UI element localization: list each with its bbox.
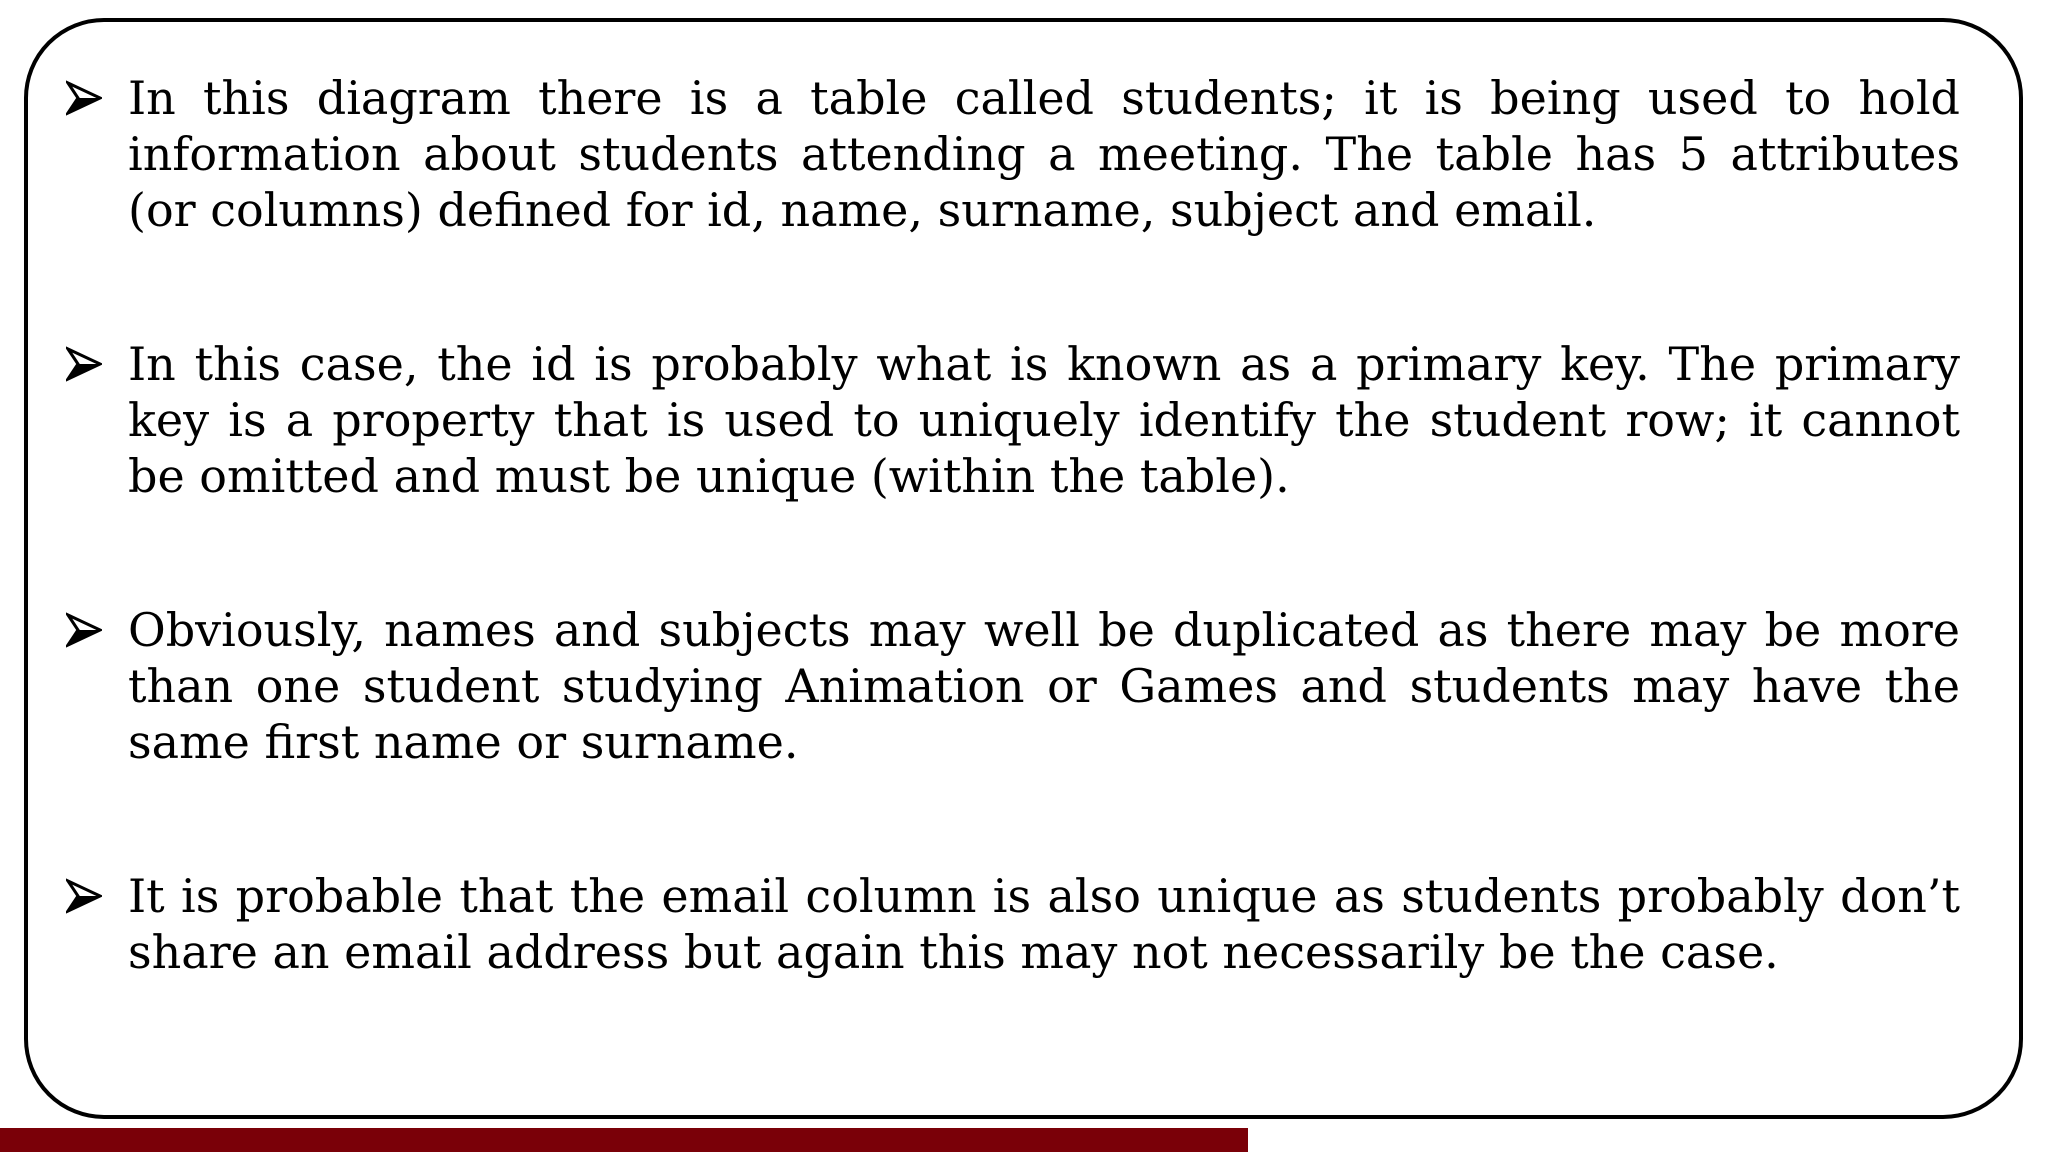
bullet-text: It is probable that the email column is also unique as students probably don’t share an email address but again this may not necessarily be the case. — [128, 869, 1960, 979]
footer-accent-bar — [0, 1128, 1248, 1152]
arrowhead-bullet-icon — [66, 878, 102, 914]
arrowhead-bullet-icon — [66, 612, 102, 648]
bullet-item — [66, 336, 1960, 504]
bullet-text: In this diagram there is a table called students; it is being used to hold information about students attending a meeting. The table has 5 attributes (or columns) defined for id, name, surname, subject and email. — [128, 71, 1960, 237]
bullet-text: In this case, the id is probably what is known as a primary key. The primary key is a property that is used to uniquely identify the student row; it cannot be omitted and must be unique (within the table). — [128, 337, 1960, 503]
bullet-item — [66, 70, 1960, 238]
bullet-item — [66, 602, 1960, 770]
bullet-text: Obviously, names and subjects may well be duplicated as there may be more than one student studying Animation or Games and students may have the same first name or surname. — [128, 603, 1960, 769]
bullet-item — [66, 868, 1960, 980]
arrowhead-bullet-icon — [66, 80, 102, 116]
bullet-list — [66, 70, 1960, 980]
arrowhead-bullet-icon — [66, 346, 102, 382]
